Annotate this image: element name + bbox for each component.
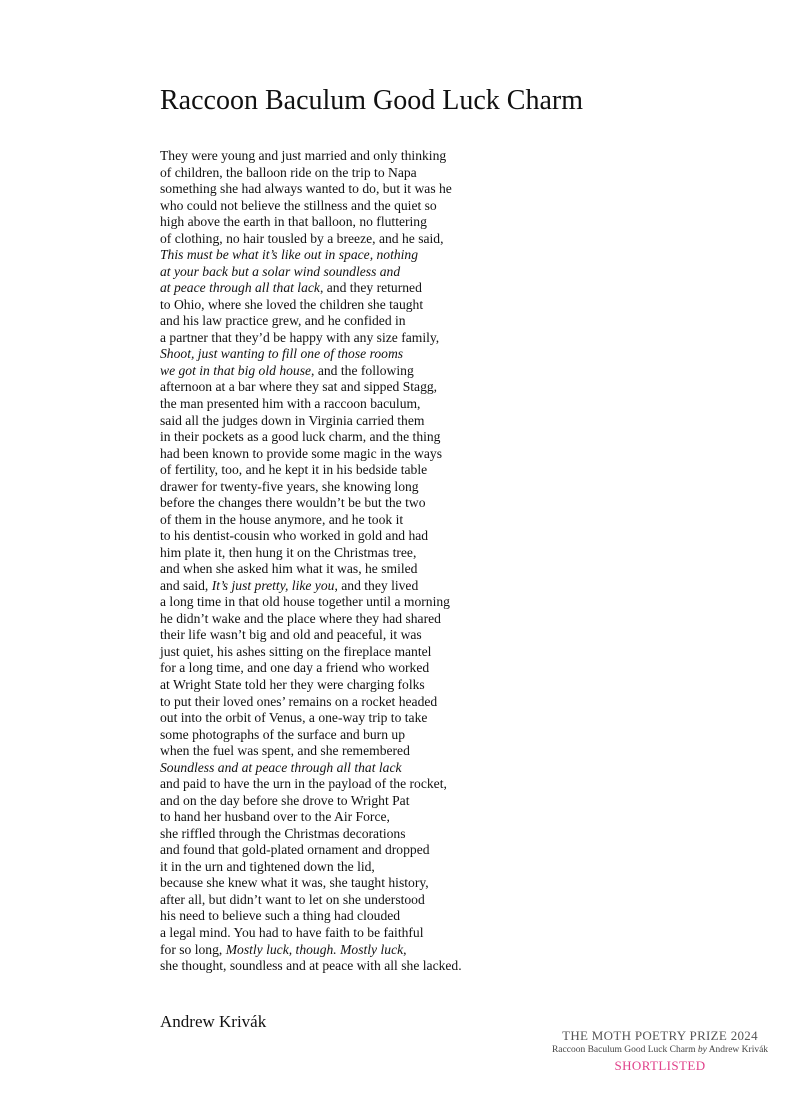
poem-line-text: , and they returned (319, 280, 422, 296)
poem-line (160, 297, 462, 314)
poem-line (160, 760, 462, 777)
poem-line-text: him plate it, then hung it on the Christmas tree, (160, 544, 417, 560)
poem-line (160, 181, 462, 198)
prize-footer (450, 1028, 800, 1074)
poem-line (160, 809, 462, 826)
poem-line (160, 479, 462, 496)
credit-poem-title: Raccoon Baculum Good Luck Charm (551, 1045, 696, 1055)
prize-name: THE MOTH POETRY PRIZE 2024 (562, 1028, 758, 1043)
poem-line (160, 396, 462, 413)
poem-line-text: afternoon at a bar where they sat and sipped Stagg, (160, 379, 438, 395)
poem-line-text: some photographs of the surface and burn up (160, 726, 405, 742)
poem-line-text: for so long, (160, 941, 226, 957)
poem-line-text: out into the orbit of Venus, a one-way trip to take (160, 710, 428, 726)
poem-line (160, 611, 462, 628)
poem-line (160, 495, 462, 512)
poem-line-italic-text: at your back but a solar wind soundless and (160, 263, 401, 279)
poem-line (160, 231, 462, 248)
poem-line (160, 644, 462, 661)
poem-line (160, 247, 462, 264)
poem-line (160, 413, 462, 430)
poem-line (160, 462, 462, 479)
poem-line-italic-text: This must be what it’s like out in space, nothing (160, 247, 419, 263)
poem-line-italic-text: Mostly luck, though. Mostly luck (225, 941, 404, 957)
poem-line (160, 363, 462, 380)
poem-line-text: said all the judges down in Virginia carried them (160, 412, 425, 428)
poem-line (160, 330, 462, 347)
poem-line-text: a long time in that old house together until a morning (160, 594, 450, 610)
poem-line (160, 627, 462, 644)
poem-line (160, 942, 462, 959)
poem-line (160, 429, 462, 446)
poem-line-text: to put their loved ones’ remains on a rocket headed (160, 693, 438, 709)
poem-line-text: of clothing, no hair tousled by a breeze, and he said, (160, 230, 444, 246)
poem-line (160, 660, 462, 677)
poem-line (160, 280, 462, 297)
poem-line-text: and found that gold-plated ornament and dropped (160, 842, 430, 858)
poem-line (160, 727, 462, 744)
poem-line (160, 379, 462, 396)
poem-line-text: before the changes there wouldn’t be but the two (160, 495, 426, 511)
poem-line (160, 776, 462, 793)
poem-line (160, 743, 462, 760)
poem-line-text: had been known to provide some magic in the ways (160, 445, 443, 461)
poem-line-text: just quiet, his ashes sitting on the fireplace mantel (160, 643, 432, 659)
prize-credit (450, 1044, 800, 1057)
credit-author: Andrew Krivák (708, 1045, 769, 1055)
poem-line-text: his need to believe such a thing had clouded (160, 908, 401, 924)
poem-line-text: high above the earth in that balloon, no fluttering (160, 214, 427, 230)
poem-line-text: a legal mind. You had to have faith to be faithful (160, 924, 424, 940)
poem-body (160, 148, 462, 975)
poem-line-text: when the fuel was spent, and she remembered (160, 743, 410, 759)
poem-line (160, 677, 462, 694)
poem-line (160, 214, 462, 231)
poem-line (160, 148, 462, 165)
poem-line (160, 859, 462, 876)
poem-line-text: They were young and just married and only thinking (160, 148, 447, 163)
author-name: Andrew Krivák (160, 1012, 267, 1031)
poem-line-text: , and they lived (334, 577, 419, 593)
poem-line (160, 578, 462, 595)
poem-line (160, 826, 462, 843)
poem-line (160, 545, 462, 562)
poem-line-text: who could not believe the stillness and the quiet so (160, 197, 437, 213)
poem-line (160, 446, 462, 463)
poem-line-text: of them in the house anymore, and he took it (160, 511, 404, 527)
poem-line (160, 512, 462, 529)
poem-line-italic-text: Soundless and at peace through all that lack (160, 759, 402, 775)
poem-line-text: drawer for twenty-five years, she knowing long (160, 478, 419, 494)
poem-line-text: their life wasn’t big and old and peaceful, it was (160, 627, 422, 643)
poem-line-text: to Ohio, where she loved the children she taught (160, 296, 424, 312)
poem-line-text: and said, (160, 577, 212, 593)
poem-line-text: of fertility, too, and he kept it in his bedside table (160, 462, 428, 478)
credit-by: by (697, 1045, 707, 1055)
poem-line-text: , and the following (311, 362, 414, 378)
poem-line-italic-text: Shoot, just wanting to fill one of those rooms (160, 346, 404, 362)
poem-line (160, 958, 462, 975)
poem-line (160, 198, 462, 215)
poem-line (160, 925, 462, 942)
poem-line (160, 875, 462, 892)
poem-line-text: and his law practice grew, and he confided in (160, 313, 406, 329)
poem-line-text: she thought, soundless and at peace with all she lacked. (160, 958, 462, 974)
poem-line (160, 165, 462, 182)
poem-line-text: he didn’t wake and the place where they had shared (160, 610, 441, 626)
poem-line-text: to hand her husband over to the Air Force, (160, 809, 390, 825)
poem-line (160, 561, 462, 578)
poem-line-text: because she knew what it was, she taught history, (160, 875, 429, 891)
poem-line-text: in their pockets as a good luck charm, and the thing (160, 429, 441, 445)
poem-line-text: and on the day before she drove to Wright Pat (160, 792, 410, 808)
poem-line-text: something she had always wanted to do, but it was he (160, 181, 452, 197)
poem-line-italic-text: we got in that big old house (160, 362, 312, 378)
poem-line-text: to his dentist-cousin who worked in gold and had (160, 528, 429, 544)
poem-title: Raccoon Baculum Good Luck Charm (160, 85, 584, 116)
poem-line-text: for a long time, and one day a friend who worked (160, 660, 430, 676)
poem-line (160, 842, 462, 859)
poem-line (160, 908, 462, 925)
poem-line (160, 313, 462, 330)
poem-line-text: of children, the balloon ride on the trip to Napa (160, 164, 417, 180)
poem-line-text: and when she asked him what it was, he smiled (160, 561, 418, 577)
poem-line-text: at Wright State told her they were charging folks (160, 677, 425, 692)
poem-line-text: and paid to have the urn in the payload of the rocket, (160, 776, 447, 792)
poem-line (160, 694, 462, 711)
poem-line-text: after all, but didn’t want to let on she understood (160, 891, 425, 907)
poem-line-italic-text: It’s just pretty, like you (211, 577, 335, 593)
poem-line-text: the man presented him with a raccoon baculum, (160, 395, 421, 411)
poem-line-text: , (403, 941, 407, 957)
poem-line (160, 892, 462, 909)
poem-line-text: a partner that they’d be happy with any size family, (160, 329, 440, 345)
shortlisted-badge: SHORTLISTED (614, 1058, 706, 1073)
poem-line (160, 710, 462, 727)
poem-line (160, 528, 462, 545)
poem-line (160, 346, 462, 363)
poem-line-italic-text: at peace through all that lack (160, 280, 320, 296)
poem-line (160, 264, 462, 281)
poem-line-text: she riffled through the Christmas decorations (160, 825, 406, 841)
poem-line (160, 793, 462, 810)
poem-line-text: it in the urn and tightened down the lid, (160, 858, 375, 874)
poem-line (160, 594, 462, 611)
